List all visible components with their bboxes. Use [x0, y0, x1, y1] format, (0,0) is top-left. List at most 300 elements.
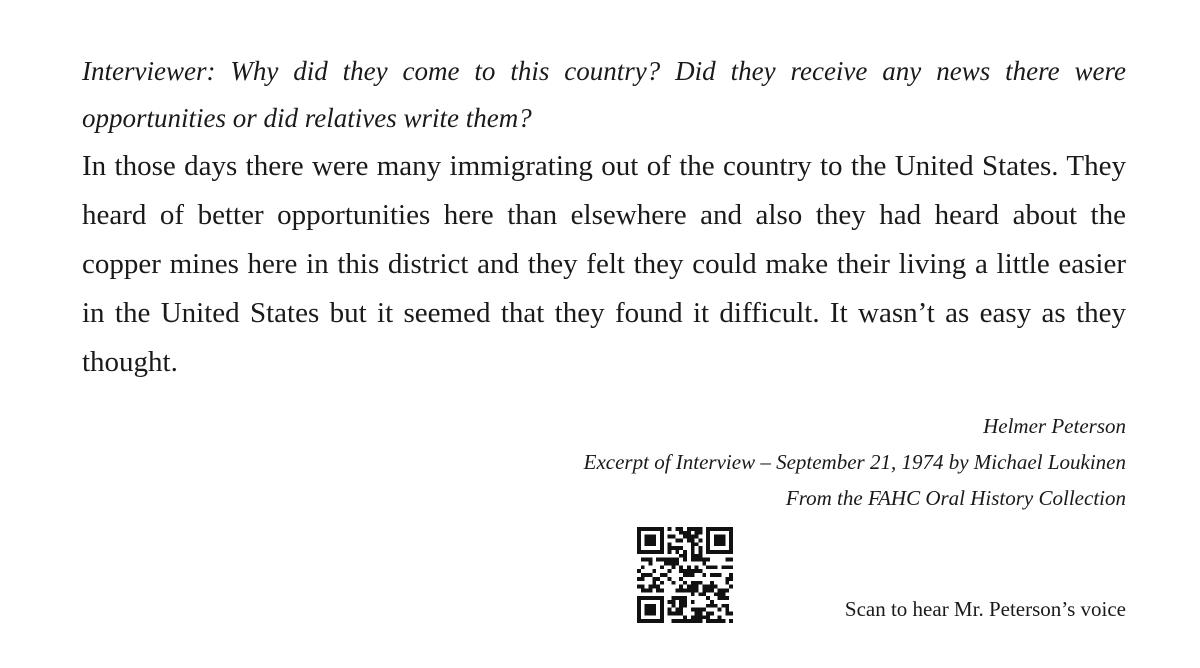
qr-module — [679, 527, 683, 531]
qr-module — [679, 611, 683, 615]
qr-module — [652, 619, 656, 623]
qr-module — [652, 596, 656, 600]
qr-module — [695, 542, 699, 546]
qr-module — [645, 550, 649, 554]
qr-module — [683, 569, 687, 573]
qr-module — [637, 608, 641, 612]
qr-module — [687, 619, 691, 623]
qr-module — [729, 573, 733, 577]
qr-module — [679, 608, 683, 612]
qr-module — [679, 565, 683, 569]
qr-module — [660, 581, 664, 585]
qr-module — [668, 569, 672, 573]
qr-module — [675, 588, 679, 592]
qr-module — [729, 619, 733, 623]
qr-module — [714, 592, 718, 596]
qr-module — [710, 619, 714, 623]
qr-module — [679, 531, 683, 535]
qr-module — [683, 604, 687, 608]
qr-module — [718, 539, 722, 543]
qr-module — [679, 604, 683, 608]
qr-module — [714, 527, 718, 531]
qr-module — [691, 539, 695, 543]
qr-module — [660, 539, 664, 543]
qr-module — [668, 546, 672, 550]
qr-module — [706, 604, 710, 608]
qr-module — [683, 619, 687, 623]
qr-module — [660, 611, 664, 615]
qr-module — [649, 611, 653, 615]
qr-module — [691, 550, 695, 554]
qr-module — [702, 608, 706, 612]
qr-module — [645, 619, 649, 623]
qr-module — [668, 611, 672, 615]
qr-module — [729, 611, 733, 615]
qr-module — [645, 542, 649, 546]
qr-module — [687, 535, 691, 539]
qr-module — [721, 592, 725, 596]
qr-module — [721, 550, 725, 554]
qr-module — [652, 550, 656, 554]
qr-module — [672, 611, 676, 615]
qr-module — [672, 581, 676, 585]
qr-module — [641, 573, 645, 577]
qr-module — [691, 619, 695, 623]
qr-module — [668, 608, 672, 612]
qr-module — [695, 615, 699, 619]
qr-module — [660, 608, 664, 612]
qr-module — [725, 596, 729, 600]
qr-module — [649, 539, 653, 543]
qr-module — [675, 619, 679, 623]
qr-module — [706, 558, 710, 562]
qr-module — [660, 558, 664, 562]
qr-module — [695, 535, 699, 539]
qr-module — [698, 569, 702, 573]
interviewer-question: Interviewer: Why did they come to this country? Did they receive any news there were opportunities or did relatives write them? — [82, 56, 1126, 133]
qr-module — [649, 558, 653, 562]
qr-module — [679, 596, 683, 600]
qr-module — [679, 554, 683, 558]
qr-module — [725, 550, 729, 554]
qr-module — [683, 554, 687, 558]
qr-module — [695, 565, 699, 569]
qr-module — [714, 565, 718, 569]
qr-module — [652, 527, 656, 531]
qr-module — [691, 573, 695, 577]
qr-module — [656, 550, 660, 554]
qr-module — [698, 619, 702, 623]
qr-module — [698, 554, 702, 558]
qr-module — [714, 573, 718, 577]
qr-module — [637, 531, 641, 535]
qr-module — [675, 596, 679, 600]
qr-module — [637, 577, 641, 581]
qr-module — [706, 588, 710, 592]
qr-module — [649, 619, 653, 623]
qr-module — [691, 600, 695, 604]
qr-module — [691, 581, 695, 585]
qr-module — [672, 604, 676, 608]
qr-module — [706, 546, 710, 550]
qr-module — [675, 539, 679, 543]
qr-module — [706, 539, 710, 543]
qr-module — [729, 565, 733, 569]
qr-module — [668, 577, 672, 581]
qr-module — [706, 615, 710, 619]
qr-module — [695, 558, 699, 562]
qr-module — [675, 527, 679, 531]
scan-instruction: Scan to hear Mr. Peterson’s voice — [844, 597, 1126, 621]
qr-module — [729, 535, 733, 539]
qr-module — [706, 619, 710, 623]
qr-module — [672, 565, 676, 569]
qr-module — [691, 535, 695, 539]
qr-module — [645, 573, 649, 577]
qr-module — [710, 527, 714, 531]
qr-module — [691, 542, 695, 546]
qr-module — [691, 608, 695, 612]
qr-module — [656, 585, 660, 589]
speaker-name: Helmer Peterson — [983, 414, 1126, 438]
qr-module — [729, 542, 733, 546]
qr-module — [637, 596, 641, 600]
qr-module — [718, 573, 722, 577]
qr-module — [683, 581, 687, 585]
qr-module — [652, 585, 656, 589]
qr-module — [672, 546, 676, 550]
qr-module — [721, 596, 725, 600]
qr-module — [710, 588, 714, 592]
quote-panel — [82, 48, 1126, 387]
qr-module — [721, 565, 725, 569]
qr-module — [714, 550, 718, 554]
qr-module — [691, 615, 695, 619]
qr-module — [652, 535, 656, 539]
qr-module — [652, 581, 656, 585]
qr-module — [695, 554, 699, 558]
qr-module — [679, 588, 683, 592]
qr-module — [660, 542, 664, 546]
qr-module — [675, 562, 679, 566]
qr-module — [683, 596, 687, 600]
qr-module — [660, 565, 664, 569]
qr-module — [698, 546, 702, 550]
qr-module — [672, 535, 676, 539]
qr-module — [706, 542, 710, 546]
qr-module — [710, 581, 714, 585]
qr-module — [664, 562, 668, 566]
qr-module — [687, 585, 691, 589]
qr-module — [637, 546, 641, 550]
qr-module — [637, 527, 641, 531]
qr-module — [641, 596, 645, 600]
qr-module — [649, 596, 653, 600]
qr-module — [687, 569, 691, 573]
qr-module — [637, 600, 641, 604]
qr-module — [637, 569, 641, 573]
interview-answer: In those days there were many immigrating out of the country to the United States. They heard of better opportunities here than elsewhere and also they had heard about the copper mines here in this district and they felt they could make their living a little easier in the United States but it seemed that they found it difficult. It wasn’t as easy as they thought. — [82, 150, 1126, 378]
qr-module — [725, 577, 729, 581]
qr-module — [710, 573, 714, 577]
qr-module — [660, 619, 664, 623]
qr-module — [660, 531, 664, 535]
qr-module — [725, 527, 729, 531]
qr-module — [656, 577, 660, 581]
qr-module — [710, 585, 714, 589]
qr-module — [672, 562, 676, 566]
qr-module — [641, 565, 645, 569]
qr-module — [683, 573, 687, 577]
qr-module — [672, 600, 676, 604]
qr-module — [652, 577, 656, 581]
qr-module — [710, 565, 714, 569]
qr-module — [725, 604, 729, 608]
qr-module — [645, 539, 649, 543]
qr-module — [702, 588, 706, 592]
qr-module — [656, 527, 660, 531]
qr-module — [672, 619, 676, 623]
qr-module — [721, 619, 725, 623]
qr-module — [695, 611, 699, 615]
qr-module — [729, 531, 733, 535]
qr-module — [641, 558, 645, 562]
qr-module — [702, 573, 706, 577]
qr-module — [721, 539, 725, 543]
qr-module — [637, 611, 641, 615]
qr-module — [714, 539, 718, 543]
qr-module — [691, 569, 695, 573]
qr-module — [718, 592, 722, 596]
qr-module — [695, 588, 699, 592]
qr-module — [645, 608, 649, 612]
qr-module — [721, 527, 725, 531]
qr-module — [679, 600, 683, 604]
qr-module — [706, 585, 710, 589]
qr-module — [675, 611, 679, 615]
qr-module — [698, 611, 702, 615]
qr-module — [687, 539, 691, 543]
qr-module — [660, 604, 664, 608]
qr-module — [637, 539, 641, 543]
qr-module — [660, 573, 664, 577]
qr-module — [683, 600, 687, 604]
qr-module — [668, 558, 672, 562]
qr-module — [691, 558, 695, 562]
qr-module — [683, 531, 687, 535]
qr-module — [679, 546, 683, 550]
qr-module — [702, 585, 706, 589]
qr-module — [706, 531, 710, 535]
qr-module — [645, 611, 649, 615]
qr-module — [652, 604, 656, 608]
qr-module — [645, 527, 649, 531]
qr-module — [695, 585, 699, 589]
qr-module — [679, 569, 683, 573]
qr-module — [683, 535, 687, 539]
qr-module — [714, 604, 718, 608]
qr-module — [649, 535, 653, 539]
qr-module — [706, 550, 710, 554]
qr-module — [664, 573, 668, 577]
qr-module — [649, 573, 653, 577]
qr-module — [706, 535, 710, 539]
qr-module — [637, 542, 641, 546]
qr-module — [725, 608, 729, 612]
qr-module — [675, 558, 679, 562]
qr-module — [668, 542, 672, 546]
qr-module — [668, 535, 672, 539]
qr-module — [652, 542, 656, 546]
qr-module — [725, 611, 729, 615]
qr-module — [706, 596, 710, 600]
qr-module — [698, 581, 702, 585]
qr-module — [649, 562, 653, 566]
qr-module — [649, 608, 653, 612]
qr-module — [679, 539, 683, 543]
qr-module — [729, 550, 733, 554]
qr-module — [721, 542, 725, 546]
qr-module — [649, 588, 653, 592]
attribution-block — [584, 408, 1126, 516]
qr-module — [718, 615, 722, 619]
qr-module — [729, 539, 733, 543]
qr-module — [656, 588, 660, 592]
qr-module — [660, 527, 664, 531]
qr-module — [729, 585, 733, 589]
qr-module — [660, 535, 664, 539]
qr-module — [729, 577, 733, 581]
qr-module — [691, 585, 695, 589]
qr-module — [714, 542, 718, 546]
qr-module — [695, 581, 699, 585]
qr-module — [718, 535, 722, 539]
qr-module — [664, 558, 668, 562]
qr-module — [683, 550, 687, 554]
qr-module — [645, 596, 649, 600]
qr-module — [652, 611, 656, 615]
qr-module — [714, 535, 718, 539]
qr-module — [698, 608, 702, 612]
qr-module — [652, 539, 656, 543]
qr-module — [691, 546, 695, 550]
qr-module — [637, 615, 641, 619]
qr-module — [725, 558, 729, 562]
qr-module — [687, 527, 691, 531]
qr-module — [710, 550, 714, 554]
qr-module — [695, 569, 699, 573]
qr-module — [660, 600, 664, 604]
qr-module — [683, 558, 687, 562]
qr-module — [725, 565, 729, 569]
qr-module — [706, 527, 710, 531]
qr-module — [721, 535, 725, 539]
qr-module — [729, 558, 733, 562]
qr-module — [718, 596, 722, 600]
qr-module — [637, 535, 641, 539]
qr-module — [660, 615, 664, 619]
qr-module — [691, 554, 695, 558]
qr-module — [695, 531, 699, 535]
qr-module — [702, 592, 706, 596]
qr-module — [698, 615, 702, 619]
qr-module — [679, 577, 683, 581]
qr-module — [725, 588, 729, 592]
qr-module — [675, 546, 679, 550]
qr-module — [652, 608, 656, 612]
interview-source: Excerpt of Interview – September 21, 1974 by Michael Loukinen — [583, 450, 1126, 474]
qr-module — [687, 588, 691, 592]
qr-module — [725, 581, 729, 585]
qr-module — [714, 585, 718, 589]
qr-module — [729, 527, 733, 531]
qr-module — [660, 596, 664, 600]
qr-module — [718, 619, 722, 623]
qr-module — [637, 619, 641, 623]
qr-module — [691, 527, 695, 531]
qr-module — [721, 588, 725, 592]
qr-module — [637, 550, 641, 554]
qr-module — [702, 615, 706, 619]
qr-module — [698, 539, 702, 543]
qr-module — [718, 588, 722, 592]
qr-module — [706, 565, 710, 569]
qr-module — [691, 592, 695, 596]
qr-module — [641, 588, 645, 592]
qr-module — [687, 573, 691, 577]
qr-module — [641, 585, 645, 589]
qr-module — [645, 588, 649, 592]
qr-module — [649, 527, 653, 531]
qr-module — [668, 527, 672, 531]
qr-module — [714, 619, 718, 623]
qr-module — [679, 619, 683, 623]
qr-module — [710, 600, 714, 604]
qr-module — [649, 550, 653, 554]
qr-module — [637, 585, 641, 589]
qr-module — [718, 527, 722, 531]
qr-module — [698, 558, 702, 562]
qr-module — [637, 604, 641, 608]
qr-module — [698, 527, 702, 531]
qr-module — [656, 558, 660, 562]
qr-module — [649, 585, 653, 589]
qr-module — [698, 592, 702, 596]
qr-module — [641, 527, 645, 531]
qr-module — [687, 565, 691, 569]
qr-module — [656, 596, 660, 600]
qr-module — [660, 550, 664, 554]
qr-module — [645, 558, 649, 562]
qr-module — [675, 550, 679, 554]
qr-code-icon[interactable] — [637, 527, 733, 623]
qr-module — [702, 562, 706, 566]
qr-module — [641, 550, 645, 554]
qr-module — [695, 608, 699, 612]
qr-module — [656, 619, 660, 623]
qr-module — [649, 542, 653, 546]
qr-module — [641, 577, 645, 581]
qr-module — [672, 558, 676, 562]
qr-module — [641, 619, 645, 623]
qr-module — [702, 558, 706, 562]
qr-module — [695, 619, 699, 623]
qr-module — [683, 615, 687, 619]
qr-module — [698, 531, 702, 535]
qr-module — [698, 550, 702, 554]
qr-module — [695, 527, 699, 531]
qr-module — [718, 550, 722, 554]
